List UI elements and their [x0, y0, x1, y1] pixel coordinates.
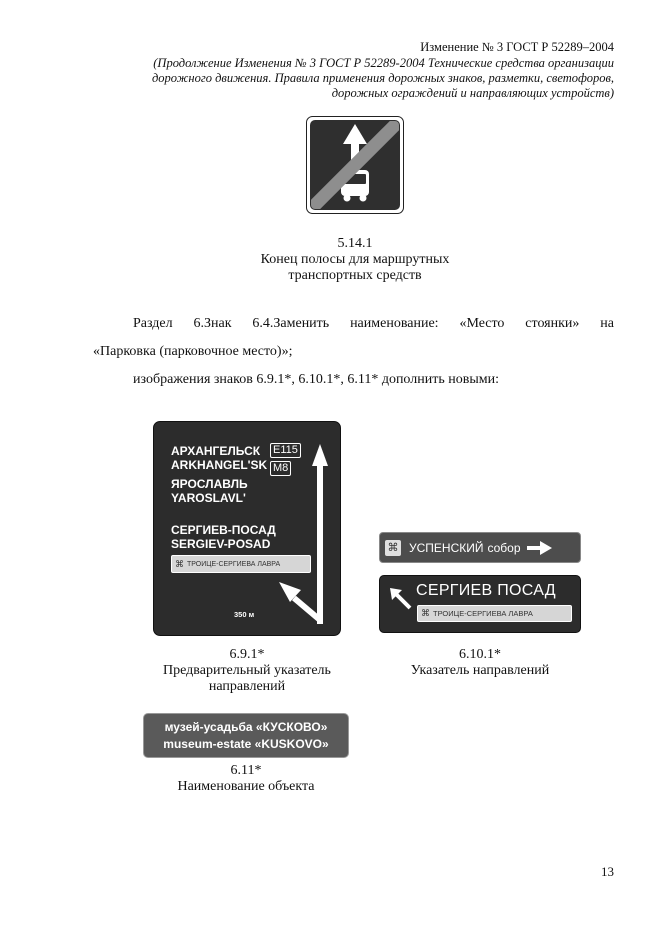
- body-line-3: изображения знаков 6.9.1*, 6.10.1*, 6.11* дополнить новыми:: [133, 372, 499, 387]
- attraction-symbol-icon: ⌘: [421, 608, 430, 618]
- body-line-2: «Парковка (парковочное место)»;: [93, 344, 293, 359]
- attraction-plate: [417, 605, 572, 622]
- direction-arrows-icon: [154, 422, 340, 635]
- body-line-1: [93, 313, 614, 335]
- sign-6-10-1-caption: [385, 647, 575, 679]
- sign-6-11-line-ru: [144, 719, 348, 736]
- dest-3-ru: СЕРГИЕВ-ПОСАД: [171, 523, 276, 537]
- sign-6-9-1: [153, 421, 341, 636]
- sign-6-11-caption: [146, 763, 346, 795]
- sign-number: 5.14.1: [337, 236, 373, 251]
- bus-lane-end-icon: [306, 116, 404, 214]
- page-number: 13: [601, 864, 614, 879]
- caption-line: Наименование объекта: [177, 779, 315, 794]
- header-continuation: [152, 56, 614, 101]
- caption-line: транспортных средств: [288, 268, 422, 283]
- dest-1-ru: АРХАНГЕЛЬСК: [171, 444, 261, 458]
- route-m8: M8: [270, 461, 291, 476]
- header-line: дорожных ограждений и направляющих устройств): [331, 86, 614, 100]
- line-ru-prefix: музей-усадьба «: [164, 720, 263, 734]
- uspensky-lower: собор: [487, 540, 521, 555]
- sign-5-14-1-caption: [200, 236, 510, 284]
- header-line: (Продолжение Изменения № 3 ГОСТ Р 52289-2004 Технические средства организации: [153, 56, 614, 70]
- arrow-right-icon: [527, 541, 553, 555]
- document-reference: Изменение № 3 ГОСТ Р 52289–2004: [420, 40, 614, 54]
- uspensky-caps: УСПЕНСКИЙ: [409, 540, 484, 555]
- arrow-up-left-icon: [390, 588, 412, 610]
- dest-2-en: YAROSLAVL': [171, 491, 246, 505]
- line-en-suffix: »: [322, 737, 329, 751]
- attraction-label: ТРОИЦЕ-СЕРГИЕВА ЛАВРА: [187, 560, 281, 568]
- caption-line: Указатель направлений: [410, 663, 550, 678]
- line-en-prefix: museum-estate «: [163, 737, 262, 751]
- line-ru-suffix: »: [320, 720, 328, 734]
- sign-number: 6.10.1*: [459, 647, 501, 662]
- body-line-1-text: Раздел 6.Знак 6.4.Заменить наименование: «Место стоянки» на: [133, 316, 614, 331]
- sign-number: 6.9.1*: [229, 647, 265, 662]
- sergiev-destination: СЕРГИЕВ ПОСАД: [416, 582, 556, 599]
- dest-2-ru: ЯРОСЛАВЛЬ: [171, 477, 248, 491]
- distance-label: 350 м: [234, 610, 255, 619]
- sign-6-10-1-uspensky: [379, 532, 581, 563]
- dest-1-en: ARKHANGEL'SK: [171, 458, 268, 472]
- dest-3-en: SERGIEV-POSAD: [171, 537, 271, 551]
- caption-line: Предварительный указатель: [163, 663, 331, 678]
- line-en-name: KUSKOVO: [261, 737, 323, 751]
- attraction-symbol-icon: ⌘: [385, 540, 401, 556]
- sign-6-10-1-sergiev: [379, 575, 581, 633]
- attraction-label: ТРОИЦЕ-СЕРГИЕВА ЛАВРА: [433, 609, 533, 618]
- header-line: дорожного движения. Правила применения дорожных знаков, разметки, светофоров,: [151, 71, 614, 85]
- sign-number: 6.11*: [230, 763, 262, 778]
- sign-6-9-1-caption: [132, 647, 362, 695]
- body-paragraph: [93, 313, 614, 391]
- caption-line: Конец полосы для маршрутных: [260, 252, 450, 267]
- line-ru-name: КУСКОВО: [262, 720, 321, 734]
- caption-line: направлений: [208, 679, 286, 694]
- sign-6-11-line-en: [144, 736, 348, 753]
- attraction-symbol-icon: ⌘: [175, 558, 184, 569]
- sign-6-11: [143, 713, 349, 758]
- route-e115: E115: [270, 443, 301, 458]
